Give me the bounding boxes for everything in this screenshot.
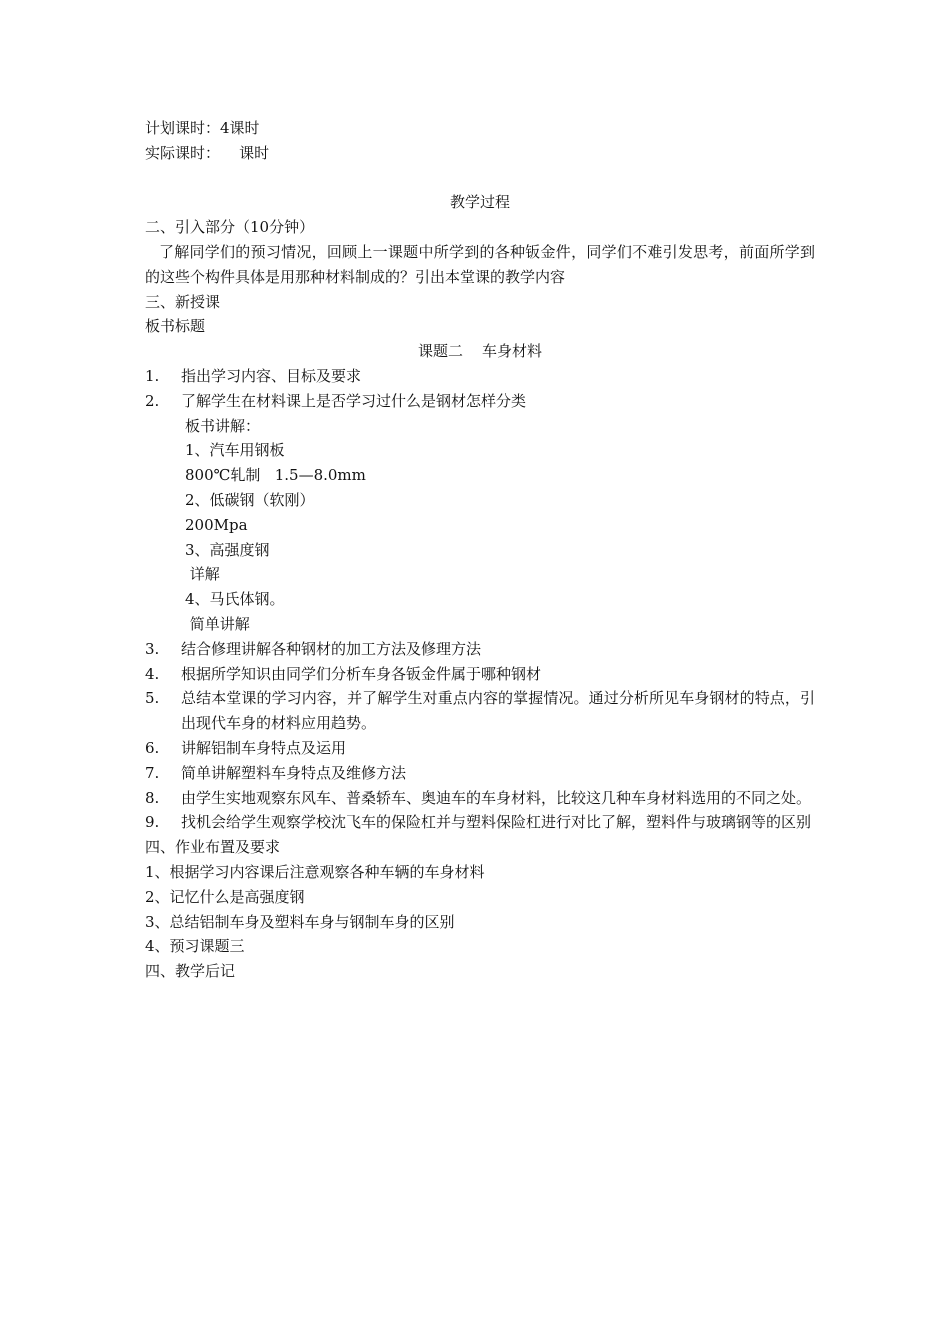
- list-item-number: 7.: [145, 763, 160, 782]
- homework-item: 4、预习课题三: [145, 937, 245, 956]
- list-item: [145, 736, 815, 761]
- homework-item: 2、记忆什么是高强度钢: [145, 887, 305, 906]
- postscript-heading: 四、教学后记: [145, 962, 236, 981]
- list-item-text: 了解学生在材料课上是否学习过什么是钢材怎样分类: [181, 391, 527, 410]
- list-item-text: 结合修理讲解各种钢材的加工方法及修理方法: [181, 639, 482, 658]
- document-page: [145, 116, 815, 984]
- homework-item: 3、总结铝制车身及塑料车身与钢制车身的区别: [145, 912, 455, 931]
- list-item: [145, 637, 815, 662]
- list-item-number: 8.: [145, 788, 160, 807]
- list-item-text: 总结本堂课的学习内容，并了解学生对重点内容的掌握情况。通过分析所见车身钢材的特点，引出现代车身的材料应用趋势。: [181, 689, 815, 733]
- list-item: [145, 686, 815, 736]
- section-title: 教学过程: [449, 193, 510, 212]
- topic-title: 课题二 车身材料: [417, 342, 543, 361]
- list-item: [145, 786, 815, 811]
- board-note: 1、汽车用钢板: [185, 441, 285, 460]
- new-lesson-heading: 三、新授课: [145, 292, 221, 311]
- list-item: [145, 662, 815, 687]
- planned-hours: 计划课时：4课时: [145, 119, 260, 137]
- list-item: [145, 364, 815, 389]
- list-item-number: 6.: [145, 738, 160, 757]
- board-note: 板书讲解：: [185, 416, 261, 435]
- list-item-text: 根据所学知识由同学们分析车身各钣金件属于哪种钢材: [181, 664, 542, 683]
- actual-hours: 实际课时： 课时: [145, 143, 270, 162]
- list-item: [145, 810, 815, 835]
- intro-heading: 二、引入部分（10分钟）: [145, 218, 315, 237]
- board-note: 200Mpa: [185, 515, 248, 534]
- list-item-number: 9.: [145, 813, 160, 832]
- list-item: [145, 389, 815, 414]
- list-item-number: 4.: [145, 664, 160, 683]
- board-note: 4、马氏体钢。: [185, 590, 285, 609]
- homework-heading: 四、作业布置及要求: [145, 838, 281, 857]
- board-note: 800℃轧制 1.5—8.0mm: [185, 466, 366, 485]
- list-item-text: 简单讲解塑料车身特点及维修方法: [181, 763, 407, 782]
- intro-paragraph: 了解同学们的预习情况，回顾上一课题中所学到的各种钣金件，同学们不难引发思考，前面所学到的这些个构件具体是用那种材料制成的？引出本堂课的教学内容: [145, 242, 815, 286]
- list-item-text: 由学生实地观察东风车、普桑轿车、奥迪车的车身材料，比较这几种车身材料选用的不同之处。: [181, 788, 812, 807]
- board-note: 详解: [185, 565, 220, 584]
- list-item: [145, 761, 815, 786]
- list-item-number: 2.: [145, 391, 160, 410]
- list-item-text: 找机会给学生观察学校沈飞车的保险杠并与塑料保险杠进行对比了解，塑料件与玻璃钢等的区别: [181, 813, 812, 832]
- board-note: 简单讲解: [185, 614, 250, 633]
- list-item-text: 指出学习内容、目标及要求: [181, 366, 362, 385]
- homework-item: 1、根据学习内容课后注意观察各种车辆的车身材料: [145, 862, 485, 881]
- list-item-number: 1.: [145, 366, 160, 385]
- list-item-number: 3.: [145, 639, 160, 658]
- board-note: 2、低碳钢（软刚）: [185, 490, 315, 509]
- board-title-label: 板书标题: [145, 317, 206, 336]
- list-item-text: 讲解铝制车身特点及运用: [181, 738, 347, 757]
- board-note: 3、高强度钢: [185, 540, 270, 559]
- list-item-number: 5.: [145, 689, 160, 708]
- spacer: [145, 166, 815, 191]
